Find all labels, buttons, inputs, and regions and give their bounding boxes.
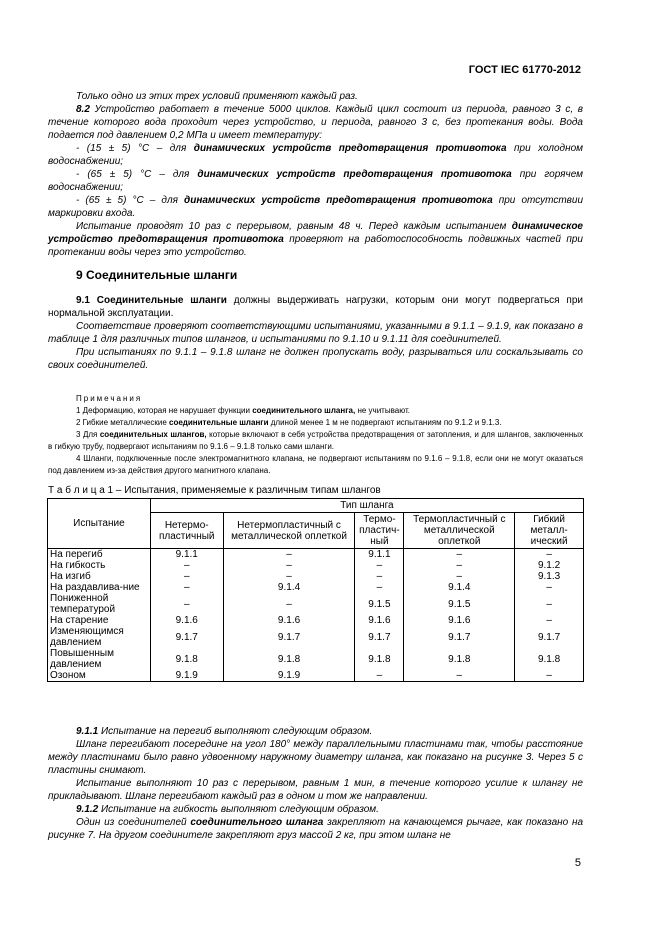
table-cell-clause: –	[515, 670, 584, 682]
paragraph-9-1-2	[48, 803, 583, 816]
table-cell-clause: 9.1.8	[515, 648, 584, 670]
table-cell-clause: –	[223, 571, 355, 582]
table-cell-test-name: На изгиб	[48, 571, 151, 582]
paragraph-text: Испытание на перегиб выполняют следующим образом.	[98, 726, 373, 737]
table-cell-clause: –	[404, 670, 515, 682]
term-connecting-hose: соединительного шланга	[190, 817, 324, 828]
table-row	[48, 571, 584, 582]
note-term: соединительные шланги	[169, 418, 269, 427]
table-cell-clause: –	[223, 549, 355, 561]
term-dynamic-device: динамическое устройство предотвращения противотока	[48, 221, 583, 245]
table-cell-clause: 9.1.6	[223, 615, 355, 626]
table-cell-clause: 9.1.5	[404, 593, 515, 615]
column-header-hose-type: Нетермо-пластичный	[150, 513, 223, 549]
paragraph-test-repeats	[48, 220, 583, 259]
table-cell-clause: –	[150, 582, 223, 593]
note-2	[48, 417, 583, 429]
paragraph-8-2-text: Устройство работает в течение 5000 циклов. Каждый цикл состоит из периода, равного 3 с, в течение которого вода проходит через устройство, и периода, равного 3 с, без протекания воды. Вода подается под давлением 0,2 МПа и имеет температуру:	[48, 104, 583, 141]
paragraph-kink-method: Шланг перегибают посередине на угол 180° между параллельными пластинами так, чтобы расстояние между пластинами было равно удвоенному наружному диаметру шланга, как показано на рисунке 3. Через 5 с пластины снимают.	[48, 739, 583, 776]
table-cell-clause: –	[515, 549, 584, 561]
clause-number-9-1-1: 9.1.1	[76, 726, 99, 737]
term-backflow-device: динамических устройств предотвращения противотока	[197, 169, 512, 180]
table-cell-clause: 9.1.4	[404, 582, 515, 593]
paragraph-text: закрепляют на качающемся рычаге, как показано на рисунке 7. На другом соединителе закрепляют груз массой 2 кг, при этом шланг не	[48, 817, 584, 841]
document-code-header: ГОСТ IEC 61770-2012	[468, 64, 581, 76]
table-cell-test-name: На гибкость	[48, 560, 151, 571]
table-cell-clause: –	[355, 560, 404, 571]
table-row	[48, 615, 584, 626]
table-cell-clause: –	[355, 670, 404, 682]
table-row	[48, 648, 584, 670]
paragraph-text: Испытание проводят 10 раз с перерывом, равным 48 ч. Перед каждым испытанием	[76, 221, 512, 232]
table-cell-clause: 9.1.8	[150, 648, 223, 670]
table-cell-clause: –	[223, 593, 355, 615]
bullet-text: при горячем водоснабжении;	[48, 169, 584, 193]
notes-block	[48, 393, 583, 477]
table-cell-clause: 9.1.1	[150, 549, 223, 561]
table-cell-clause: –	[515, 593, 584, 615]
bullet-text: - (65 ± 5) °С – для	[76, 195, 185, 206]
column-header-test: Испытание	[48, 499, 151, 549]
table-cell-clause: 9.1.4	[223, 582, 355, 593]
hose-tests-table	[47, 498, 584, 682]
note-1	[48, 405, 583, 417]
table-row	[48, 593, 584, 615]
table-caption: Т а б л и ц а 1 – Испытания, применяемые к различным типам шлангов	[48, 485, 381, 496]
clause-number-9-1: 9.1	[76, 295, 90, 306]
table-cell-clause: 9.1.3	[515, 571, 584, 582]
table-cell-clause: 9.1.7	[404, 626, 515, 648]
page-number: 5	[574, 857, 581, 869]
table-cell-test-name: Озоном	[48, 670, 151, 682]
section-heading-9: 9 Соединительные шланги	[76, 268, 238, 282]
table-cell-test-name: На раздавлива-ние	[48, 582, 151, 593]
bullet-text: при отсутствии маркировки входа.	[48, 195, 584, 219]
column-group-hose-type: Тип шланга	[150, 499, 583, 513]
table-cell-clause: –	[223, 560, 355, 571]
table-cell-clause: 9.1.7	[150, 626, 223, 648]
term-backflow-device: динамических устройств предотвращения противотока	[193, 143, 507, 154]
table-cell-clause: 9.1.2	[515, 560, 584, 571]
note-text: 3 Для	[76, 430, 100, 439]
table-cell-clause: 9.1.7	[515, 626, 584, 648]
column-header-hose-type: Термо-пластич-ный	[355, 513, 404, 549]
paragraph-9-1	[48, 294, 583, 320]
table-cell-clause: 9.1.9	[223, 670, 355, 682]
intro-block	[48, 90, 583, 259]
table-cell-clause: –	[150, 571, 223, 582]
table-row	[48, 582, 584, 593]
note-4: 4 Шланги, подключенные после электромагнитного клапана, не подвергают испытаниям по 9.1.6 – 9.1.8, если они не могут оказаться под давлением из-за действия другого магнитного клапана.	[48, 454, 583, 475]
paragraph-kink-repeats: Испытание выполняют 10 раз с перерывом, равным 1 мин, в течение которого усилие к шлангу не прикладывают. Шланг перегибают каждый раз в одном и том же направлении.	[48, 778, 583, 802]
table-row	[48, 549, 584, 561]
table-cell-test-name: Изменяющимся давлением	[48, 626, 151, 648]
paragraph-text: Испытание на гибкость выполняют следующим образом.	[98, 804, 379, 815]
paragraph-9-1-1	[48, 725, 583, 738]
table-cell-clause: 9.1.5	[355, 593, 404, 615]
bullet-cold-water	[48, 142, 583, 168]
notes-heading: Примечания	[76, 394, 143, 403]
bullet-text: - (65 ± 5) °С – для	[76, 169, 198, 180]
note-text: которые включают в себя устройства предотвращения от затопления, и для шлангов, заключенных в гибкую трубу, подвергают испытаниям по 9.1.6 – 9.1.8 только сами шланги.	[48, 430, 584, 451]
note-text: 1 Деформацию, которая не нарушает функции	[76, 406, 253, 415]
table-cell-clause: –	[150, 560, 223, 571]
bullet-hot-water	[48, 168, 583, 194]
note-term: соединительного шланга,	[252, 406, 356, 415]
table-cell-clause: 9.1.7	[355, 626, 404, 648]
clause-9-1-1-block	[48, 725, 583, 842]
note-text: не учитывают.	[355, 406, 411, 415]
paragraph-text: Один из соединителей	[76, 817, 191, 828]
paragraph-leak-requirement: При испытаниях по 9.1.1 – 9.1.8 шланг не должен пропускать воду, разрываться или соскальзывать со своих соединителей.	[48, 347, 583, 371]
paragraph-8-2	[48, 103, 583, 142]
paragraph-compliance: Соответствие проверяют соответствующими испытаниями, указанными в 9.1.1 – 9.1.9, как показано в таблице 1 для различных типов шлангов, и испытаниями по 9.1.10 и 9.1.11 для соединителей.	[48, 321, 583, 345]
column-header-hose-type: Гибкий металл-ический	[515, 513, 584, 549]
table-cell-clause: 9.1.8	[355, 648, 404, 670]
bullet-text: - (15 ± 5) °С – для	[76, 143, 194, 154]
table-cell-clause: –	[404, 571, 515, 582]
table-cell-clause: 9.1.9	[150, 670, 223, 682]
term-connecting-hoses: Соединительные шланги	[96, 295, 227, 306]
table-cell-test-name: Повышенным давлением	[48, 648, 151, 670]
table-cell-clause: 9.1.1	[355, 549, 404, 561]
paragraph-conditions: Только одно из этих трех условий применяют каждый раз.	[76, 91, 358, 102]
note-text: 2 Гибкие металлические	[76, 418, 170, 427]
table-cell-test-name: На перегиб	[48, 549, 151, 561]
paragraph-text: проверяют на работоспособность подвижных частей при протекании воды через это устройство.	[48, 234, 583, 258]
table-cell-clause: 9.1.8	[223, 648, 355, 670]
table-cell-clause: –	[355, 582, 404, 593]
table-cell-clause: 9.1.6	[355, 615, 404, 626]
note-3	[48, 429, 583, 453]
table-cell-clause: –	[404, 560, 515, 571]
table-cell-clause: –	[515, 582, 584, 593]
note-term: соединительных шлангов,	[99, 430, 207, 439]
table-row	[48, 626, 584, 648]
bullet-no-marking	[48, 194, 583, 220]
table-cell-clause: –	[150, 593, 223, 615]
clause-number-9-1-2: 9.1.2	[76, 804, 99, 815]
column-header-hose-type: Нетермопластичный с металлической оплеткой	[223, 513, 355, 549]
table-cell-clause: –	[404, 549, 515, 561]
table-cell-clause: 9.1.7	[223, 626, 355, 648]
table-row	[48, 560, 584, 571]
column-header-hose-type: Термопластичный с металлической оплеткой	[404, 513, 515, 549]
clause-9-1-block	[48, 294, 583, 372]
table-cell-clause: 9.1.6	[404, 615, 515, 626]
bullet-text: при холодном водоснабжении;	[48, 143, 584, 167]
table-cell-test-name: На старение	[48, 615, 151, 626]
table-cell-clause: –	[355, 571, 404, 582]
note-text: длиной менее 1 м не подвергают испытаниям по 9.1.2 и 9.1.3.	[268, 418, 502, 427]
clause-number-8-2: 8.2	[76, 104, 90, 115]
table-cell-test-name: Пониженной температурой	[48, 593, 151, 615]
table-cell-clause: –	[515, 615, 584, 626]
paragraph-9-1-text: должны выдерживать нагрузки, которым они могут подвергаться при нормальной эксплуатации.	[48, 295, 583, 319]
table-cell-clause: 9.1.8	[404, 648, 515, 670]
term-backflow-device: динамических устройств предотвращения противотока	[184, 195, 493, 206]
paragraph-flex-method	[48, 816, 583, 842]
table-row	[48, 670, 584, 682]
table-cell-clause: 9.1.6	[150, 615, 223, 626]
